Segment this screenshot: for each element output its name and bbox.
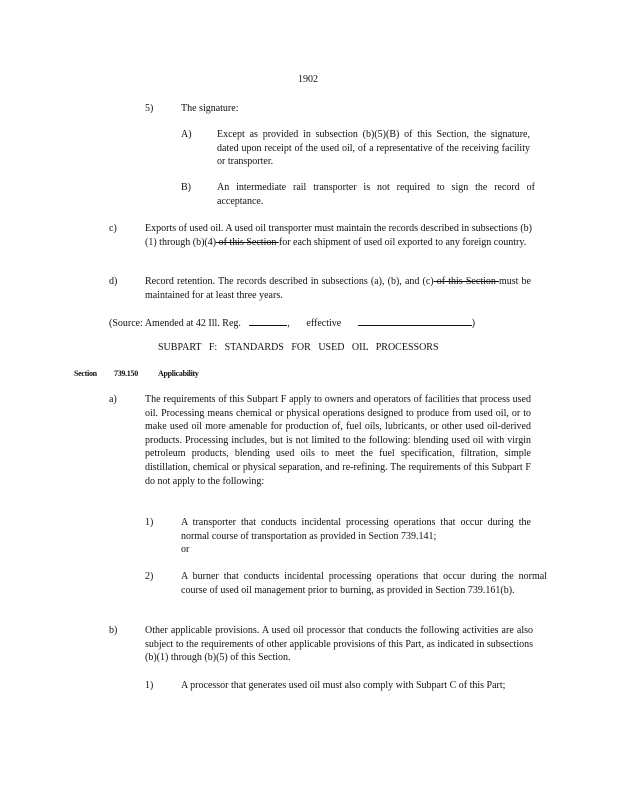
item-a-label: a)	[109, 394, 117, 405]
item-5a-text: Except as provided in subsection (b)(5)(B) of this Section, the signature, dated upon receipt of the used oil, of a representative of the receiving facility or transporter.	[217, 129, 530, 168]
item-c-text-after: for each shipment of used oil exported to any foreign country.	[278, 236, 527, 248]
item-5-title: The signature:	[181, 103, 239, 114]
item-a1-label: 1)	[145, 517, 154, 528]
item-d-text-before: Record retention. The records described in subsections (a), (b), and (c)	[145, 276, 434, 287]
source-comma: ,	[287, 318, 290, 329]
item-a1-text: A transporter that conducts incidental processing operations that occur during the normal course of transportation as provided in Section 739.141;	[181, 517, 531, 542]
subpart-heading: SUBPART F: STANDARDS FOR USED OIL PROCESSORS	[158, 342, 439, 353]
item-5b-text: An intermediate rail transporter is not required to sign the record of acceptance.	[217, 182, 535, 207]
item-a2-text: A burner that conducts incidental processing operations that occur during the normal course of used oil management prior to burning, as provided in Section 739.161(b).	[181, 571, 547, 596]
item-5b-label: B)	[181, 182, 191, 193]
item-b1-label: 1)	[145, 680, 154, 691]
page-number: 1902	[298, 74, 318, 85]
item-5-label: 5)	[145, 103, 154, 114]
source-close: )	[471, 318, 476, 329]
item-d-struck-text: of this Section	[433, 276, 499, 287]
item-a2-label: 2)	[145, 571, 154, 582]
item-5a-label: A)	[181, 129, 192, 140]
source-effective: effective	[306, 318, 342, 329]
item-b-text: Other applicable provisions. A used oil processor that conducts the following activities are also subject to the requirements of other applicable provisions of this Part, as indicated in subsections (b)(1) through (b)(5) of this Section.	[145, 625, 533, 664]
item-c-struck-text: of this Section	[216, 236, 279, 248]
item-b-label: b)	[109, 625, 118, 636]
item-c-text-before: Exports of used oil. A used oil transporter must maintain the records described in subsections (b)(1) through (b)(4)	[145, 223, 532, 248]
item-d-text-after: must be maintained for at least three years.	[145, 276, 531, 301]
source-blank-reg	[249, 315, 287, 326]
source-note	[109, 315, 475, 331]
section-label: Section	[74, 369, 97, 378]
section-number: 739.150	[114, 369, 138, 378]
item-a-text: The requirements of this Subpart F apply to owners and operators of facilities that process used oil. Processing means chemical or physical operations designed to produce from used oil, or to make used oil more amenable for production of, fuel oils, lubricants, or other used oil-derived products. Processing includes, but is not limited to the following: blending used oil with virgin petroleum products, blending used oils to meet the fuel specification, filtration, simple distillation, chemical or physical separation, and re-refining. The requirements of this Subpart F do not apply to the following:	[145, 394, 531, 487]
item-b1-text: A processor that generates used oil must also comply with Subpart C of this Part;	[181, 680, 506, 691]
source-prefix: (Source: Amended at 42 Ill. Reg.	[109, 318, 241, 329]
item-a1-tail: or	[181, 544, 190, 555]
source-blank-effective	[358, 315, 472, 326]
item-d-label: d)	[109, 276, 118, 287]
item-c-label: c)	[109, 223, 117, 234]
section-title: Applicability	[158, 369, 199, 378]
item-d-text	[145, 275, 531, 302]
item-c-text	[145, 222, 532, 249]
